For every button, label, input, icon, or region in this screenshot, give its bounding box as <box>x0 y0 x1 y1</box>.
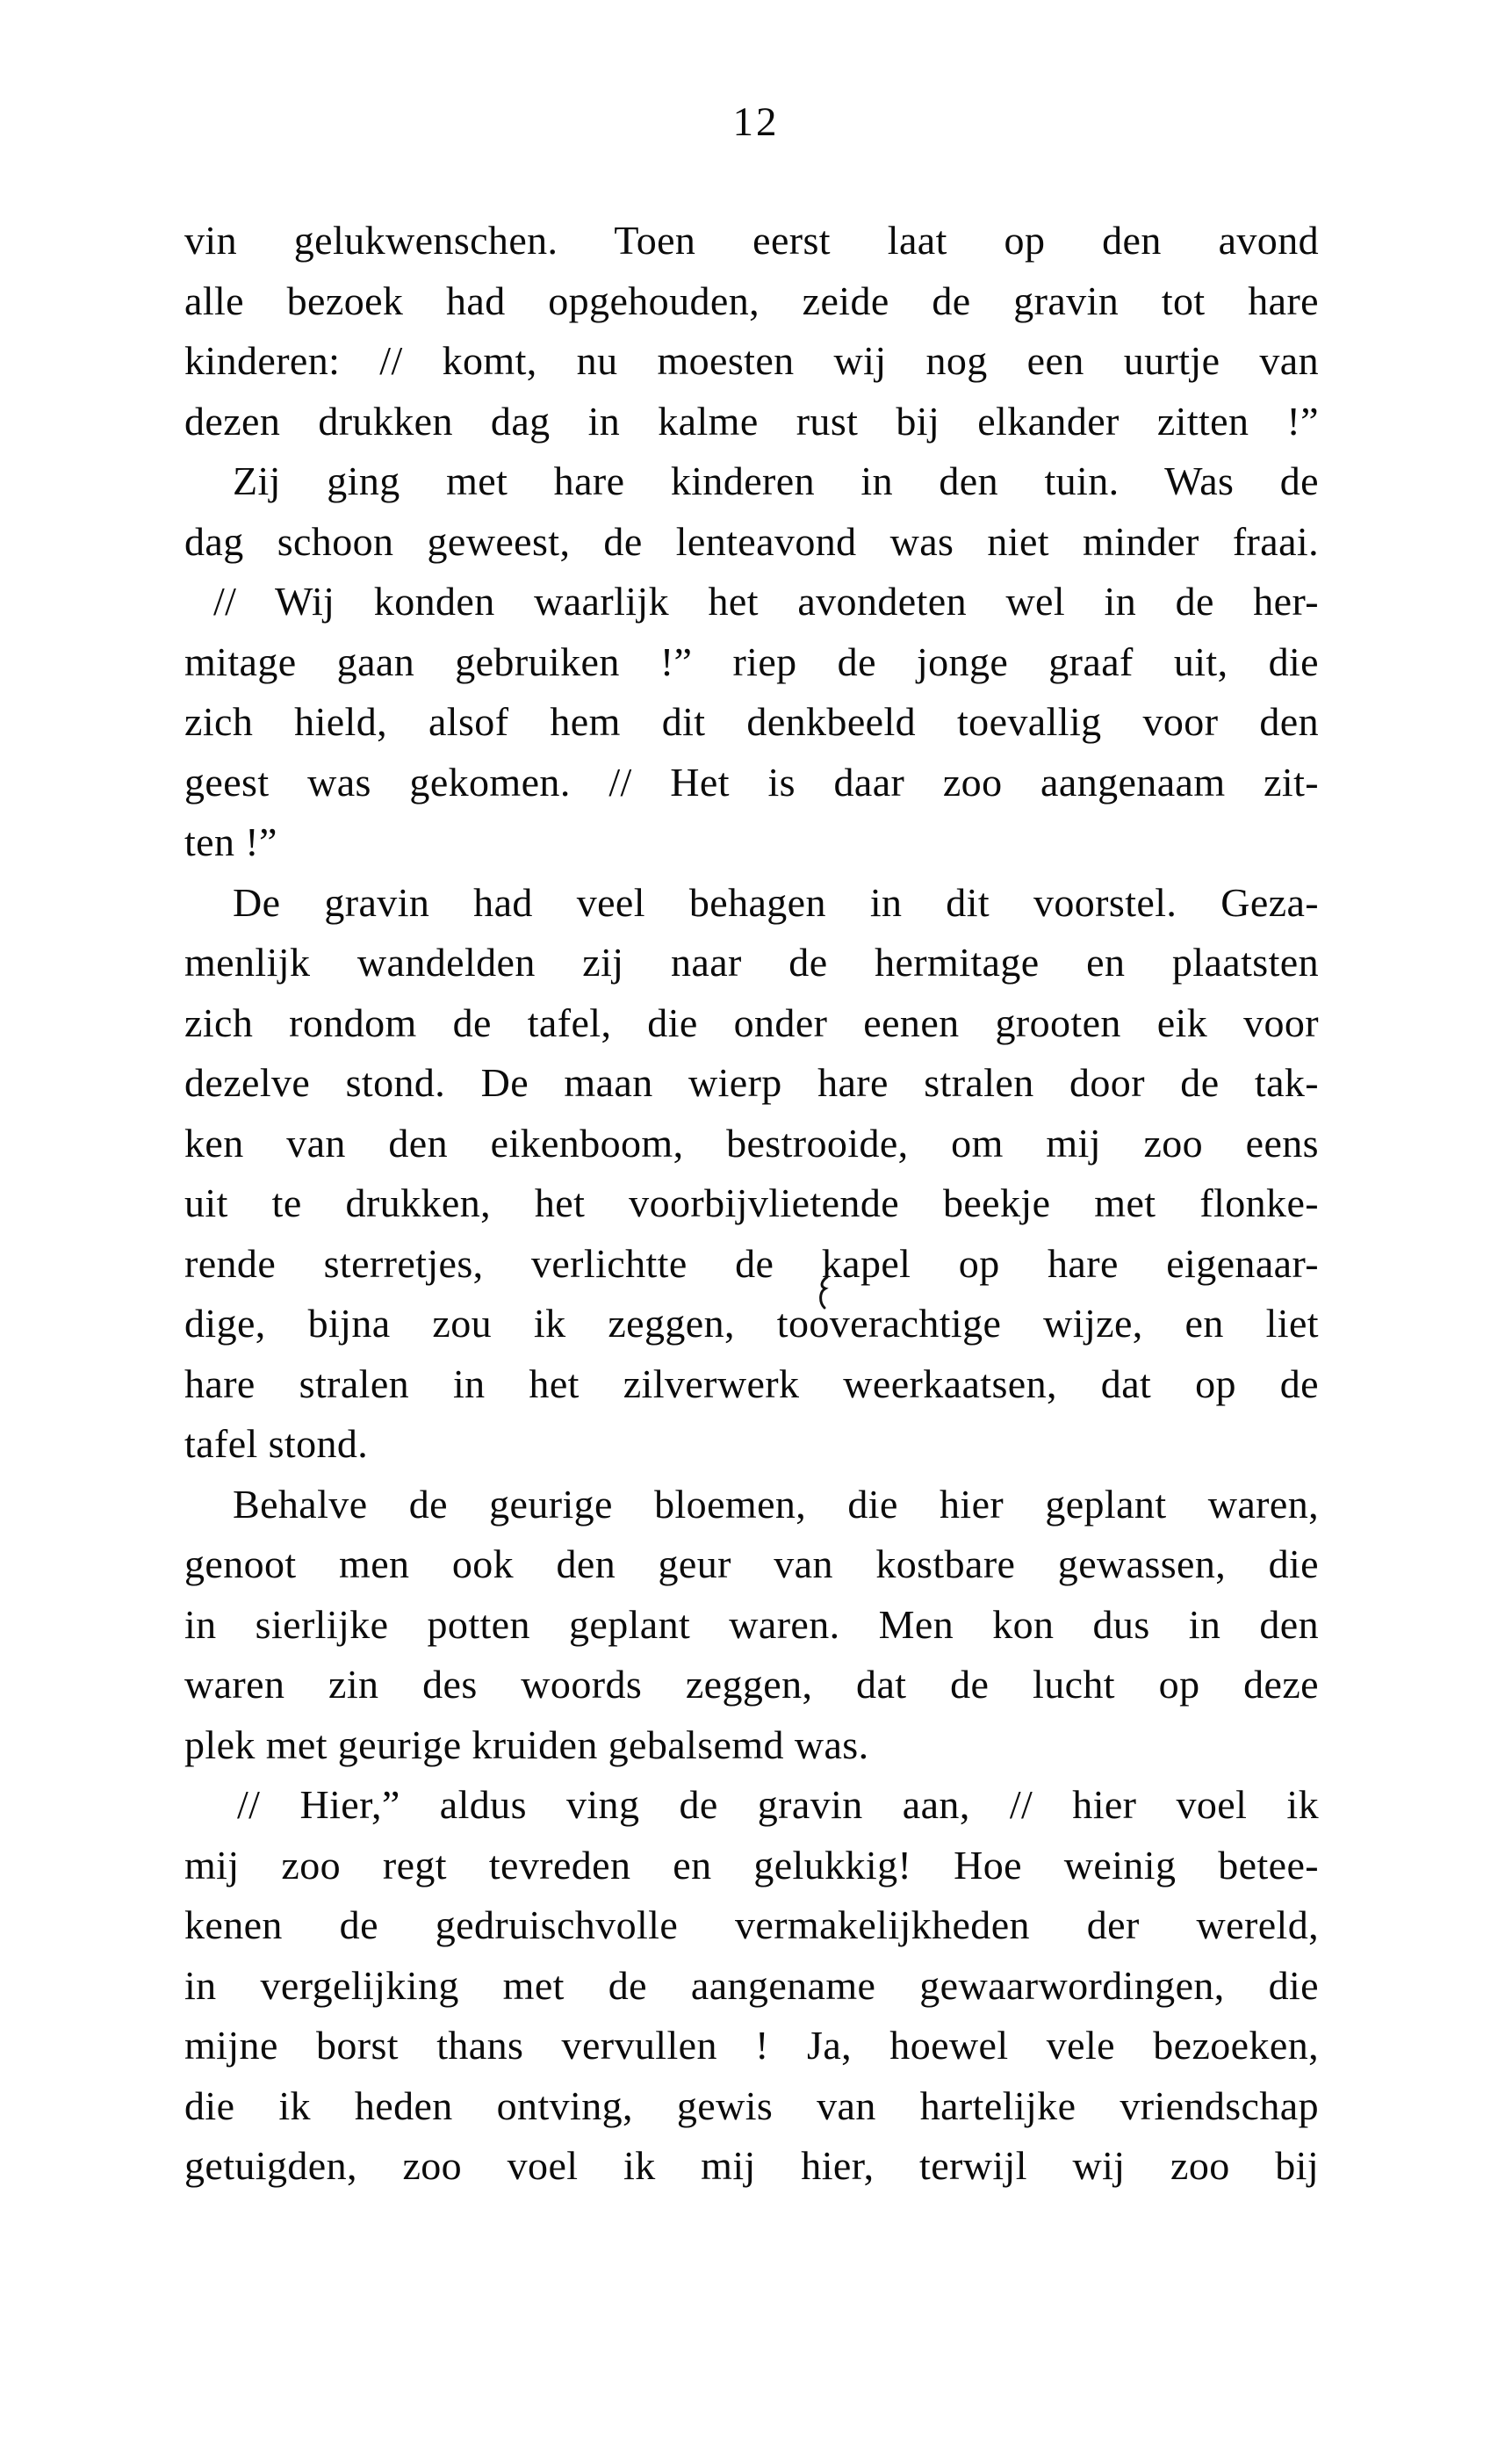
text-line: zich rondom de tafel, die onder eenen grooten eik voor <box>184 1000 1319 1045</box>
text-line: ken van den eikenboom, bestrooide, om mij zoo eens <box>184 1120 1319 1166</box>
text-line: uit te drukken, het voorbijvlietende beekje met flonke- <box>184 1180 1319 1225</box>
text-line: waren zin des woords zeggen, dat de lucht op deze <box>184 1662 1319 1707</box>
text-line: die ik heden ontving, gewis van hartelijke vriendschap <box>184 2082 1319 2128</box>
text-line: in vergelijking met de aangename gewaarwordingen, die <box>184 1962 1319 2008</box>
text-line: De gravin had veel behagen in dit voorstel. Geza- <box>233 879 1319 925</box>
text-line: vin gelukwenschen. Toen eerst laat op den avond <box>184 218 1319 263</box>
text-line: in sierlijke potten geplant waren. Men kon dus in den <box>184 1601 1319 1647</box>
text-line: mitage gaan gebruiken !” riep de jonge graaf uit, die <box>184 639 1319 684</box>
text-line: dezelve stond. De maan wierp hare stralen door de tak- <box>184 1060 1319 1105</box>
text-line: menlijk wandelden zij naar de hermitage en plaatsten <box>184 940 1319 985</box>
page-number: 12 <box>732 99 780 145</box>
text-line: plek met geurige kruiden gebalsemd was. <box>184 1722 869 1767</box>
text-line: Behalve de geurige bloemen, die hier geplant waren, <box>233 1481 1319 1527</box>
text-line: hare stralen in het zilverwerk weerkaatsen, dat op de <box>184 1361 1319 1406</box>
text-line: // Hier,” aldus ving de gravin aan, // hier voel ik <box>237 1782 1319 1827</box>
text-line: tafel stond. <box>184 1421 369 1466</box>
text-line: getuigden, zoo voel ik mij hier, terwijl wij zoo bij <box>184 2143 1319 2188</box>
text-line: genoot men ook den geur van kostbare gewassen, die <box>184 1541 1319 1586</box>
ink-smudge <box>817 1275 832 1310</box>
text-line: dige, bijna zou ik zeggen, tooverachtige wijze, en liet <box>184 1301 1319 1346</box>
text-line: ten !” <box>184 819 277 864</box>
text-line: rende sterretjes, verlichtte de kapel op hare eigenaar- <box>184 1240 1319 1286</box>
text-line: // Wij konden waarlijk het avondeten wel in de her- <box>213 579 1319 624</box>
text-line: alle bezoek had opgehouden, zeide de gravin tot hare <box>184 278 1319 323</box>
text-line: mijne borst thans vervullen ! Ja, hoewel vele bezoeken, <box>184 2023 1319 2068</box>
text-line: geest was gekomen. // Het is daar zoo aangenaam zit- <box>184 759 1319 805</box>
text-line: dag schoon geweest, de lenteavond was niet minder fraai. <box>184 518 1319 564</box>
text-line: Zij ging met hare kinderen in den tuin. Was de <box>233 458 1319 503</box>
text-line: zich hield, alsof hem dit denkbeeld toevallig voor den <box>184 699 1319 744</box>
text-line: kenen de gedruischvolle vermakelijkheden der wereld, <box>184 1902 1319 1947</box>
text-line: dezen drukken dag in kalme rust bij elkander zitten !” <box>184 398 1319 444</box>
text-line: mij zoo regt tevreden en gelukkig! Hoe weinig betee- <box>184 1842 1319 1888</box>
text-line: kinderen: // komt, nu moesten wij nog een uurtje van <box>184 338 1319 383</box>
page-text-block <box>184 211 1319 2197</box>
